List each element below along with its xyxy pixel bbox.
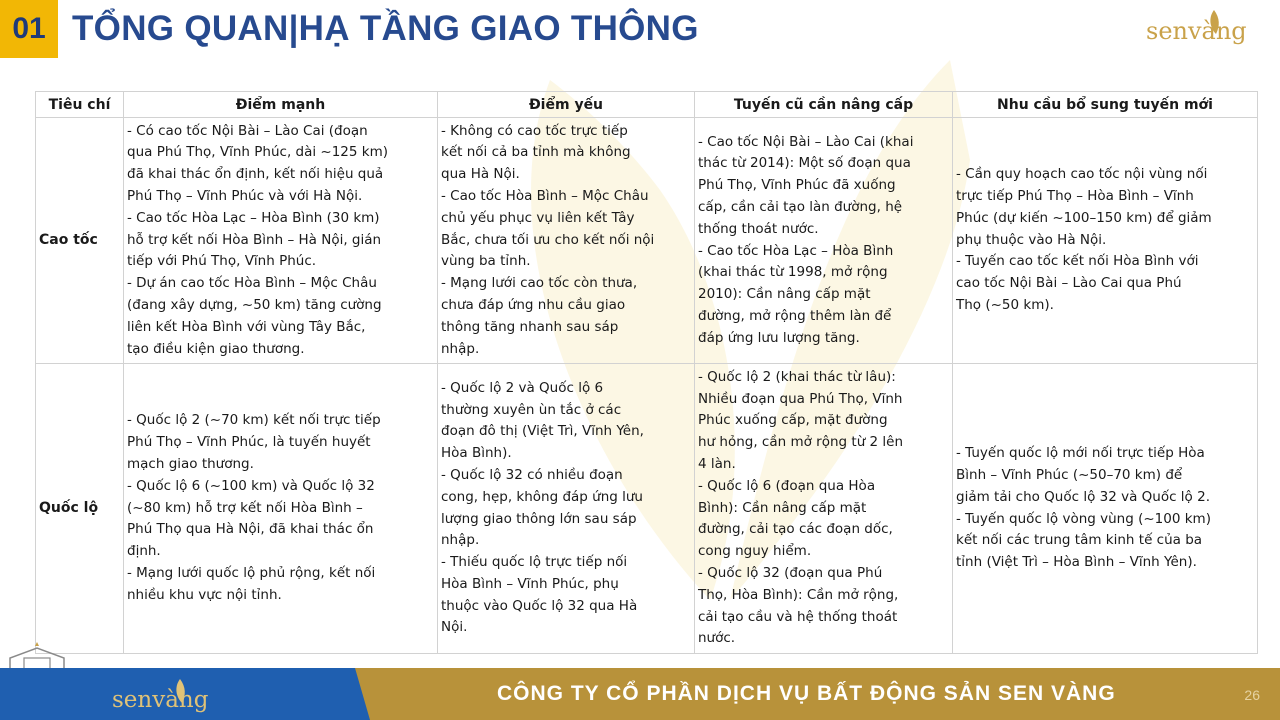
- cell-text-line: - Mạng lưới cao tốc còn thưa,: [441, 275, 638, 292]
- cell-text-line: - Cao tốc Nội Bài – Lào Cai (khai: [698, 133, 914, 150]
- cell-text-line: hư hỏng, cần mở rộng từ 2 lên: [698, 434, 904, 451]
- cell-text-line: thông tăng nhanh sau sáp: [441, 318, 619, 335]
- cell-text-line: đường, cải tạo các đoạn dốc,: [698, 521, 893, 538]
- cell-text-line: cong, hẹp, không đáp ứng lưu: [441, 488, 643, 505]
- cell-text-line: nhiều khu vực nội tỉnh.: [127, 586, 282, 603]
- cell-text-line: (~80 km) hỗ trợ kết nối Hòa Bình –: [127, 499, 363, 516]
- cell-text-line: tỉnh (Việt Trì – Hòa Bình – Vĩnh Yên).: [956, 554, 1197, 571]
- cell-text-line: Thọ (~50 km).: [956, 296, 1054, 313]
- cell-text-line: Phúc xuống cấp, mặt đường: [698, 412, 888, 429]
- building-icon: [2, 640, 72, 670]
- cell-text-line: - Quốc lộ 2 (~70 km) kết nối trực tiếp: [127, 412, 381, 429]
- cell-text-line: kết nối các trung tâm kinh tế của ba: [956, 532, 1203, 549]
- cell-text-line: (đang xây dựng, ~50 km) tăng cường: [127, 296, 382, 313]
- cell-text-line: tạo điều kiện giao thương.: [127, 340, 305, 357]
- cell-text-line: - Thiếu quốc lộ trực tiếp nối: [441, 554, 628, 571]
- page-header: [0, 0, 1280, 66]
- cell-text-line: đáp ứng lưu lượng tăng.: [698, 329, 860, 346]
- cell-text-line: liên kết Hòa Bình với vùng Tây Bắc,: [127, 318, 366, 335]
- page-title: TỔNG QUAN|HẠ TẦNG GIAO THÔNG: [72, 9, 699, 48]
- infrastructure-table: [35, 91, 1257, 654]
- cell-text-line: Phú Thọ – Vĩnh Phúc và với Hà Nội.: [127, 188, 363, 204]
- cell-text-line: Nội.: [441, 619, 468, 636]
- cell-text-line: - Mạng lưới quốc lộ phủ rộng, kết nối: [127, 564, 376, 581]
- cell-weaknesses: [438, 118, 695, 364]
- column-header-new-needs: Nhu cầu bổ sung tuyến mới: [953, 92, 1258, 118]
- row-criterion: Cao tốc: [36, 118, 124, 364]
- cell-text-line: qua Hà Nội.: [441, 166, 520, 183]
- cell-text-line: thác từ 2014): Một số đoạn qua: [698, 155, 911, 172]
- cell-strengths: [124, 364, 438, 654]
- cell-text-line: - Dự án cao tốc Hòa Bình – Mộc Châu: [127, 275, 377, 292]
- cell-text-line: nước.: [698, 630, 736, 647]
- cell-text-line: phụ thuộc vào Hà Nội.: [956, 231, 1107, 248]
- cell-strengths: [124, 118, 438, 364]
- cell-upgrades: [695, 364, 953, 654]
- cell-text-line: 4 làn.: [698, 456, 736, 472]
- cell-text-line: cấp, cần cải tạo làn đường, hệ: [698, 198, 903, 215]
- cell-text-line: (khai thác từ 1998, mở rộng: [698, 264, 888, 281]
- lotus-logo-icon: [1146, 6, 1270, 48]
- page-number: 26: [1244, 687, 1260, 703]
- cell-text-line: Bình – Vĩnh Phúc (~50–70 km) để: [956, 466, 1183, 483]
- lotus-logo-icon: [112, 676, 236, 716]
- cell-text-line: Bắc, chưa tối ưu cho kết nối nội: [441, 231, 655, 248]
- cell-text-line: 2010): Cần nâng cấp mặt: [698, 286, 871, 303]
- cell-new-needs: [953, 364, 1258, 654]
- cell-text-line: lượng giao thông lớn sau sáp: [441, 510, 637, 527]
- cell-text-line: - Tuyến cao tốc kết nối Hòa Bình với: [956, 253, 1199, 270]
- cell-text-line: Phú Thọ qua Hà Nội, đã khai thác ổn: [127, 521, 374, 538]
- cell-text-line: Phú Thọ, Vĩnh Phúc đã xuống: [698, 177, 896, 194]
- cell-text-line: thuộc vào Quốc lộ 32 qua Hà: [441, 597, 638, 614]
- cell-text-line: - Quốc lộ 2 (khai thác từ lâu):: [698, 368, 896, 385]
- cell-text-line: chủ yếu phục vụ liên kết Tây: [441, 209, 635, 226]
- cell-text-line: đoạn đô thị (Việt Trì, Vĩnh Yên,: [441, 423, 644, 440]
- cell-text-line: cong nguy hiểm.: [698, 543, 812, 560]
- cell-text-line: - Không có cao tốc trực tiếp: [441, 122, 628, 139]
- cell-text-line: - Cao tốc Hòa Lạc – Hòa Bình (30 km): [127, 209, 380, 226]
- cell-text-line: - Quốc lộ 2 và Quốc lộ 6: [441, 379, 604, 396]
- cell-text-line: - Cao tốc Hòa Lạc – Hòa Bình: [698, 242, 894, 259]
- cell-text-line: mạch giao thương.: [127, 456, 254, 472]
- cell-text-line: Phúc (dự kiến ~100–150 km) để giảm: [956, 209, 1212, 226]
- cell-text-line: định.: [127, 543, 161, 560]
- cell-text-line: - Quốc lộ 32 có nhiều đoạn: [441, 466, 623, 483]
- cell-text-line: Thọ, Hòa Bình): Cần mở rộng,: [698, 586, 899, 603]
- cell-text-line: Phú Thọ – Vĩnh Phúc, là tuyến huyết: [127, 434, 371, 451]
- brand-logo: [1146, 6, 1270, 48]
- cell-text-line: - Quốc lộ 6 (đoạn qua Hòa: [698, 477, 876, 494]
- cell-text-line: Hòa Bình – Vĩnh Phúc, phụ: [441, 575, 619, 592]
- cell-text-line: đã khai thác ổn định, kết nối hiệu quả: [127, 166, 384, 183]
- footer-logo-text: senvàng: [112, 687, 209, 713]
- cell-text-line: vùng ba tỉnh.: [441, 253, 531, 270]
- cell-upgrades: [695, 118, 953, 364]
- table-row: [36, 364, 1258, 654]
- cell-text-line: - Cần quy hoạch cao tốc nội vùng nối: [956, 166, 1208, 183]
- column-header-criterion: Tiêu chí: [36, 92, 124, 118]
- cell-text-line: nhập.: [441, 532, 480, 549]
- cell-text-line: - Quốc lộ 32 (đoạn qua Phú: [698, 564, 883, 581]
- cell-new-needs: [953, 118, 1258, 364]
- company-name: CÔNG TY CỔ PHẦN DỊCH VỤ BẤT ĐỘNG SẢN SEN VÀNG: [497, 682, 1116, 705]
- cell-text-line: Bình): Cần nâng cấp mặt: [698, 499, 867, 516]
- cell-text-line: - Có cao tốc Nội Bài – Lào Cai (đoạn: [127, 122, 368, 139]
- cell-weaknesses: [438, 364, 695, 654]
- column-header-upgrades: Tuyến cũ cần nâng cấp: [695, 92, 953, 118]
- cell-text-line: kết nối cả ba tỉnh mà không: [441, 144, 631, 161]
- cell-text-line: - Tuyến quốc lộ mới nối trực tiếp Hòa: [956, 445, 1205, 462]
- cell-text-line: - Cao tốc Hòa Bình – Mộc Châu: [441, 188, 649, 204]
- cell-text-line: thống thoát nước.: [698, 220, 819, 237]
- cell-text-line: hỗ trợ kết nối Hòa Bình – Hà Nội, gián: [127, 231, 382, 248]
- cell-text-line: giảm tải cho Quốc lộ 32 và Quốc lộ 2.: [956, 488, 1210, 505]
- cell-text-line: cải tạo cầu và hệ thống thoát: [698, 608, 898, 625]
- cell-text-line: qua Phú Thọ, Vĩnh Phúc, dài ~125 km): [127, 144, 389, 161]
- table-row: [36, 118, 1258, 364]
- cell-text-line: trực tiếp Phú Thọ – Hòa Bình – Vĩnh: [956, 188, 1194, 204]
- column-header-weaknesses: Điểm yếu: [438, 92, 695, 118]
- cell-text-line: - Quốc lộ 6 (~100 km) và Quốc lộ 32: [127, 477, 375, 494]
- cell-text-line: đường, mở rộng thêm làn để: [698, 307, 892, 324]
- row-criterion: Quốc lộ: [36, 364, 124, 654]
- cell-text-line: - Tuyến quốc lộ vòng vùng (~100 km): [956, 510, 1211, 527]
- cell-text-line: Nhiều đoạn qua Phú Thọ, Vĩnh: [698, 390, 903, 407]
- cell-text-line: Hòa Bình).: [441, 445, 512, 462]
- cell-text-line: chưa đáp ứng nhu cầu giao: [441, 296, 626, 313]
- logo-text: senvàng: [1146, 17, 1247, 45]
- cell-text-line: nhập.: [441, 340, 480, 357]
- cell-text-line: thường xuyên ùn tắc ở các: [441, 401, 622, 418]
- page-footer: [0, 668, 1280, 720]
- table-header-row: [36, 92, 1258, 118]
- cell-text-line: tiếp với Phú Thọ, Vĩnh Phúc.: [127, 253, 317, 270]
- cell-text-line: cao tốc Nội Bài – Lào Cai qua Phú: [956, 275, 1182, 292]
- column-header-strengths: Điểm mạnh: [124, 92, 438, 118]
- section-number-badge: 01: [0, 0, 58, 58]
- footer-logo: [112, 676, 236, 716]
